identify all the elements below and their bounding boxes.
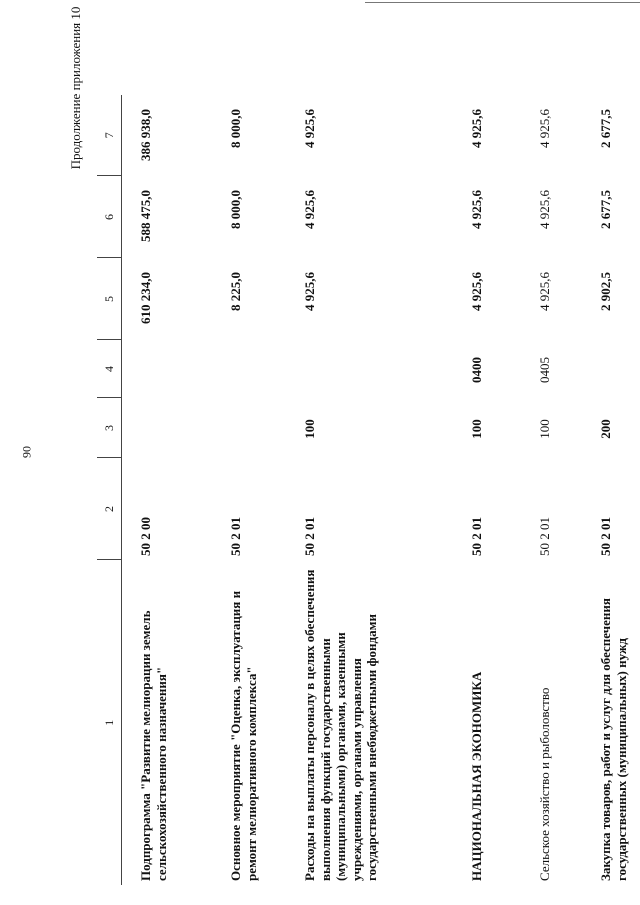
- row-rz: [582, 340, 640, 398]
- row-v7: 8 000,0: [228, 109, 243, 148]
- top-rule: [365, 2, 640, 3]
- table-row: [521, 95, 582, 885]
- row-code: 50 2 00: [138, 517, 153, 556]
- col-header-7: 7: [97, 95, 122, 176]
- col-header-6: 6: [97, 176, 122, 258]
- col-header-3: 3: [97, 398, 122, 458]
- row-v7: 4 925,6: [537, 109, 552, 148]
- row-v5: 4 925,6: [469, 272, 484, 311]
- appendix-label: Продолжение приложения 10: [68, 6, 83, 170]
- row-v5: 610 234,0: [138, 272, 153, 324]
- row-v7: 4 925,6: [302, 109, 317, 148]
- row-name: Подпрограмма "Развитие мелиорации земель сельскохозяйственного назначения": [138, 610, 169, 881]
- col-header-5: 5: [97, 258, 122, 340]
- row-vr: 100: [469, 419, 484, 439]
- row-v6: 4 925,6: [469, 190, 484, 229]
- row-v5: 8 225,0: [228, 272, 243, 311]
- row-rz: 0400: [469, 357, 484, 383]
- row-name: НАЦИОНАЛЬНАЯ ЭКОНОМИКА: [469, 671, 484, 881]
- row-vr: 200: [598, 419, 613, 439]
- row-code: 50 2 01: [469, 517, 484, 556]
- row-v7: 2 677,5: [598, 109, 613, 148]
- row-v6: 4 925,6: [302, 190, 317, 229]
- row-rz: [286, 340, 453, 398]
- row-name: Закупка товаров, работ и услуг для обеспечения государственных (муниципальных) нужд: [598, 598, 629, 881]
- row-rz: 0405: [537, 357, 552, 383]
- row-rz: [122, 340, 213, 398]
- page-number: 90: [19, 446, 34, 458]
- budget-table: [97, 95, 640, 885]
- table-row: [582, 95, 640, 885]
- row-code: 50 2 01: [302, 517, 317, 556]
- rotated-page: [97, 95, 633, 885]
- row-vr: 100: [537, 419, 552, 439]
- table-row: [286, 95, 453, 885]
- row-vr: [212, 398, 286, 458]
- row-v6: 588 475,0: [138, 190, 153, 242]
- table-row: [212, 95, 286, 885]
- row-name: Сельское хозяйство и рыболовство: [537, 687, 552, 881]
- row-code: 50 2 01: [228, 517, 243, 556]
- row-name: Расходы на выплаты персоналу в целях обеспечения выполнения функций государственными (муниципальными) органами, казенными учреждениями, органами управления государственными внебюджетными фондами: [302, 569, 380, 881]
- row-v6: 4 925,6: [537, 190, 552, 229]
- col-header-1: 1: [97, 560, 122, 885]
- row-v6: 8 000,0: [228, 190, 243, 229]
- row-code: 50 2 01: [537, 517, 552, 556]
- row-v7: 386 938,0: [138, 109, 153, 161]
- row-v5: 4 925,6: [537, 272, 552, 311]
- row-v6: 2 677,5: [598, 190, 613, 229]
- col-header-4: 4: [97, 340, 122, 398]
- row-v5: 2 902,5: [598, 272, 613, 311]
- row-v5: 4 925,6: [302, 272, 317, 311]
- table-row: [122, 95, 213, 885]
- row-vr: 100: [302, 419, 317, 439]
- table-row: [453, 95, 521, 885]
- col-header-2: 2: [97, 458, 122, 560]
- row-vr: [122, 398, 213, 458]
- row-rz: [212, 340, 286, 398]
- row-v7: 4 925,6: [469, 109, 484, 148]
- row-code: 50 2 01: [598, 517, 613, 556]
- row-name: Основное мероприятие "Оценка, эксплуатация и ремонт мелиоративного комплекса": [228, 590, 259, 881]
- header-row: [97, 95, 122, 885]
